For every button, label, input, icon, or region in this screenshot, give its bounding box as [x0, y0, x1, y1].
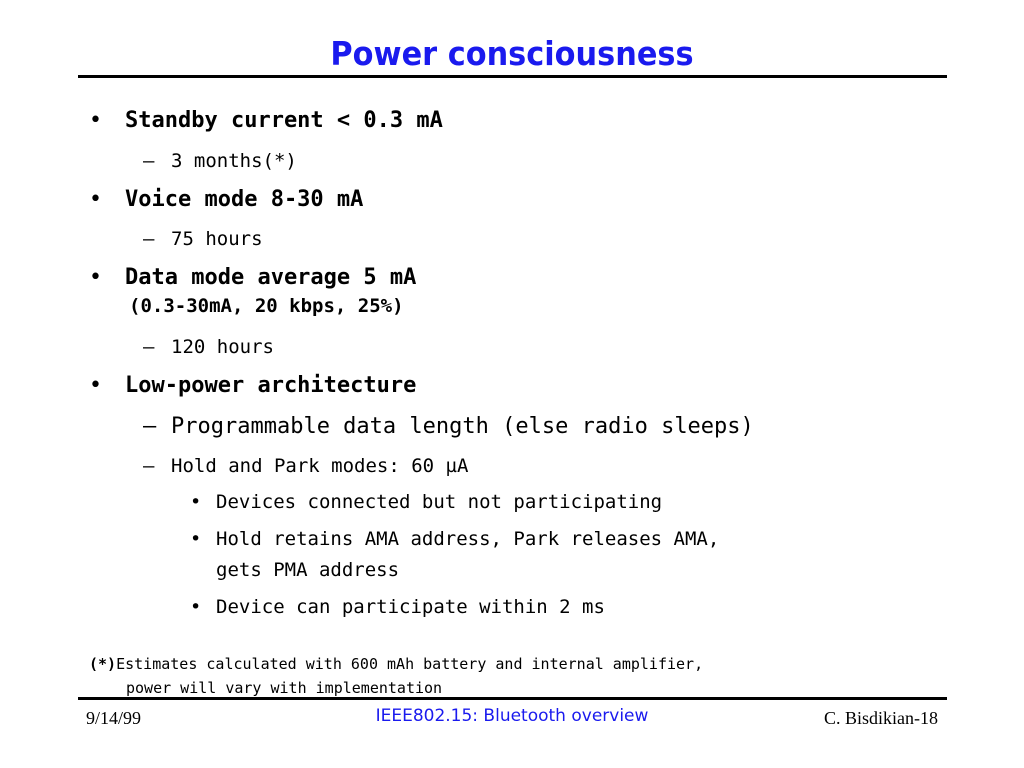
sub-sub-bullet-text-continued: gets PMA address [216, 559, 400, 581]
sub-bullet-text: 3 months(*) [171, 150, 297, 172]
bullet-icon: • [89, 373, 102, 398]
sub-bullet-text: 120 hours [171, 336, 274, 358]
footnote-marker: (*) [89, 655, 117, 673]
bullet-text: Data mode average 5 mA [125, 265, 417, 290]
bullet-text-continued: (0.3-30mA, 20 kbps, 25%) [129, 295, 404, 317]
dash-icon: – [143, 336, 155, 358]
bullet-icon: • [190, 596, 202, 618]
sub-sub-bullet-text: Device can participate within 2 ms [216, 596, 605, 618]
dash-icon: – [143, 455, 155, 477]
sub-bullet-text: Programmable data length (else radio sleeps) [171, 414, 754, 439]
page-title: Power consciousness [330, 34, 694, 73]
footnote-line-2: power will vary with implementation [126, 679, 443, 697]
footer-center-title: IEEE802.15: Bluetooth overview [375, 706, 649, 726]
bullet-text: Voice mode 8-30 mA [125, 187, 364, 212]
footer-date: 9/14/99 [86, 708, 142, 728]
sub-sub-bullet-text: Devices connected but not participating [216, 491, 663, 513]
bullet-icon: • [190, 491, 202, 513]
title-rule [78, 75, 947, 78]
sub-bullet-text: Hold and Park modes: 60 µA [171, 455, 469, 477]
dash-icon: – [143, 150, 155, 172]
sub-bullet-text: 75 hours [171, 228, 263, 250]
bullet-icon: • [89, 187, 102, 212]
dash-icon: – [143, 228, 155, 250]
sub-sub-bullet-text: Hold retains AMA address, Park releases AMA, [216, 528, 720, 550]
footnote-line-1: Estimates calculated with 600 mAh battery and internal amplifier, [116, 655, 704, 673]
footer-rule [78, 697, 947, 700]
bullet-icon: • [89, 265, 102, 290]
bullet-icon: • [89, 108, 102, 133]
bullet-text: Low-power architecture [125, 373, 417, 398]
footnote [89, 655, 704, 697]
bullet-text: Standby current < 0.3 mA [125, 108, 443, 133]
bullet-icon: • [190, 528, 202, 550]
dash-icon: – [143, 414, 157, 439]
footer-author-page: C. Bisdikian-18 [823, 708, 938, 728]
